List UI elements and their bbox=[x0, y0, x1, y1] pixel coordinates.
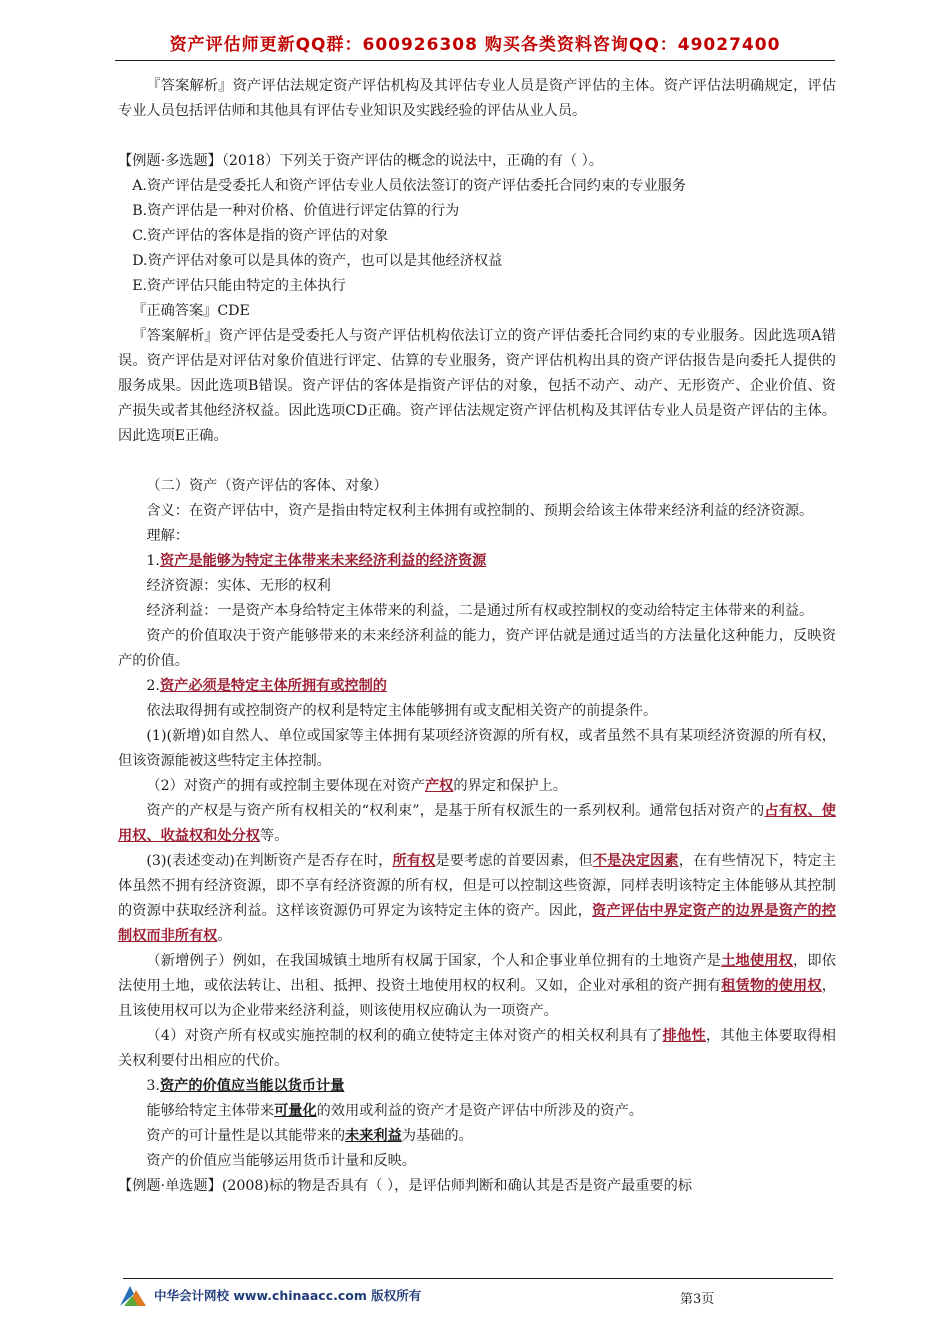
point-1-number: 1. bbox=[146, 553, 160, 569]
item-3-highlight-not-decisive: 不是决定因素 bbox=[592, 853, 679, 869]
answer-analysis-1: 『答案解析』资产评估法规定资产评估机构及其评估专业人员是资产评估的主体。资产评估法明确规定，评估专业人员包括评估师和其他具有评估专业知识及实践经验的评估从业人员。 bbox=[118, 78, 836, 119]
section-title: （二）资产（资产评估的客体、对象） bbox=[146, 478, 388, 494]
measurability-text-c: 为基础的。 bbox=[401, 1128, 473, 1144]
option-a: A.资产评估是受委托人和资产评估专业人员依法签订的资产评估委托合同约束的专业服务 bbox=[132, 178, 687, 194]
page-number: 第3页 bbox=[680, 1292, 715, 1307]
item-3-highlight-ownership: 所有权 bbox=[392, 853, 436, 869]
monetary-measure: 资产的价值应当能够运用货币计量和反映。 bbox=[146, 1153, 416, 1169]
question-2: 【例题·单选题】(2008)标的物是否具有（ ），是评估师判断和确认其是否是资产最重要的标 bbox=[118, 1178, 693, 1194]
item-2-text: （2）对资产的拥有或控制主要体现在对资产 bbox=[146, 778, 425, 794]
example-text-e: ，且该使用权可以为企业带来经济利益，则该使用权应确认为一项资产。 bbox=[118, 978, 836, 1019]
measurability-text-a: 资产的可计量性是以其能带来的 bbox=[146, 1128, 346, 1144]
legal-precondition: 依法取得拥有或控制资产的权利是特定主体能够拥有或支配相关资产的前提条件。 bbox=[146, 703, 658, 719]
point-1 bbox=[118, 549, 836, 574]
option-b: B.资产评估是一种对价格、价值进行评定估算的行为 bbox=[132, 203, 460, 219]
quantifiable-highlight: 可量化 bbox=[274, 1103, 317, 1119]
header-divider bbox=[115, 60, 835, 61]
property-rights-text: 资产的产权是与资产所有权相关的“权利束”，是基于所有权派生的一系列权利。通常包括对资产的 bbox=[146, 803, 765, 819]
point-3-title: 资产的价值应当能以货币计量 bbox=[159, 1078, 345, 1094]
economic-resource: 经济资源：实体、无形的权利 bbox=[146, 578, 331, 594]
item-3-text-e: ，在有些情况下，特定主体虽然不拥有经济资源，即不享有经济资源的所有权，但是可以控制这些资源，同样表明该特定主体能够从其控制的资源中获取经济利益。这样该资源仍可界定为该特定主体的资产。因此， bbox=[118, 853, 836, 919]
quantifiable-text-c: 的效用或利益的资产才是资产评估中所涉及的资产。 bbox=[316, 1103, 643, 1119]
correct-answer: 『正确答案』CDE bbox=[132, 303, 250, 319]
item-4 bbox=[118, 1024, 836, 1074]
understand-label: 理解： bbox=[146, 528, 189, 544]
item-2-text-end: 的界定和保护上。 bbox=[453, 778, 567, 794]
property-rights bbox=[118, 799, 836, 849]
measurability-highlight: 未来利益 bbox=[345, 1128, 402, 1144]
point-2-number: 2. bbox=[146, 678, 160, 694]
point-3 bbox=[118, 1074, 836, 1099]
economic-benefit: 经济利益：一是资产本身给特定主体带来的利益，二是通过所有权或控制权的变动给特定主体带来的利益。 bbox=[146, 603, 814, 619]
point-2-title: 资产必须是特定主体所拥有或控制的 bbox=[159, 678, 387, 694]
item-4-text-a: （4）对资产所有权或实施控制的权利的确立使特定主体对资产的相关权利具有了 bbox=[146, 1028, 663, 1044]
item-3-highlight-boundary: 资产评估中界定资产的边界是资产的控制权而非所有权 bbox=[118, 903, 836, 944]
point-3-number: 3. bbox=[146, 1078, 160, 1094]
item-2 bbox=[118, 774, 836, 799]
footer-logo bbox=[118, 1282, 421, 1308]
footer-divider bbox=[123, 1278, 833, 1279]
option-d: D.资产评估对象可以是具体的资产，也可以是其他经济权益 bbox=[132, 253, 503, 269]
option-c: C.资产评估的客体是指的资产评估的对象 bbox=[132, 228, 389, 244]
item-2-highlight: 产权 bbox=[424, 778, 454, 794]
option-e: E.资产评估只能由特定的主体执行 bbox=[132, 278, 346, 294]
property-rights-end: 等。 bbox=[259, 828, 289, 844]
footer-copyright: 中华会计网校 www.chinaacc.com 版权所有 bbox=[154, 1288, 422, 1303]
point-2 bbox=[118, 674, 836, 699]
value-depends: 资产的价值取决于资产能够带来的未来经济利益的能力，资产评估就是通过适当的方法量化这种能力，反映资产的价值。 bbox=[118, 628, 836, 669]
quantifiable-text-a: 能够给特定主体带来 bbox=[146, 1103, 275, 1119]
answer-analysis-2: 『答案解析』资产评估是受委托人与资产评估机构依法订立的资产评估委托合同约束的专业服务。因此选项A错误。资产评估是对评估对象价值进行评定、估算的专业服务，资产评估机构出具的资产评估报告是向委托人提供的服务成果。因此选项B错误。资产评估的客体是指资产评估的对象，包括不动产、动产、无形资产、企业价值、资产损失或者其他经济权益。因此选项CD正确。资产评估法规定资产评估机构及其评估专业人员是资产评估的主体。因此选项E正确。 bbox=[118, 328, 836, 444]
definition: 含义：在资产评估中，资产是指由特定权利主体拥有或控制的、预期会给该主体带来经济利益的经济资源。 bbox=[146, 503, 814, 519]
page-header: 资产评估师更新QQ群：600926308 购买各类资料咨询QQ：49027400 bbox=[169, 35, 781, 55]
item-3 bbox=[118, 849, 836, 949]
example-text-c: ，即依法使用土地，或依法转让、出租、抵押、投资土地使用权的权利。又如，企业对承租的资产拥有 bbox=[118, 953, 836, 994]
example bbox=[118, 949, 836, 1024]
property-rights-highlight: 占有权、使用权、收益权和处分权 bbox=[118, 803, 836, 844]
logo-icon bbox=[118, 1282, 148, 1308]
item-3-text-a: (3)(表述变动)在判断资产是否存在时， bbox=[146, 853, 393, 869]
document-body bbox=[118, 74, 836, 1199]
measurability bbox=[118, 1124, 836, 1149]
item-3-text-c: 是要考虑的首要因素，但 bbox=[435, 853, 593, 869]
item-4-text-c: ，其他主体要取得相关权利要付出相应的代价。 bbox=[118, 1028, 836, 1069]
item-4-highlight: 排他性 bbox=[662, 1028, 706, 1044]
item-1: (1)(新增)如自然人、单位或国家等主体拥有某项经济资源的所有权，或者虽然不具有某项经济资源的所有权，但该资源能被这些特定主体控制。 bbox=[118, 728, 836, 769]
item-3-text-g: 。 bbox=[217, 928, 232, 944]
quantifiable bbox=[118, 1099, 836, 1124]
example-highlight-lease: 租赁物的使用权 bbox=[721, 978, 822, 994]
point-1-title: 资产是能够为特定主体带来未来经济利益的经济资源 bbox=[159, 553, 487, 569]
example-highlight-land: 土地使用权 bbox=[721, 953, 794, 969]
question-title: 【例题·多选题】（2018）下列关于资产评估的概念的说法中，正确的有（ ）。 bbox=[118, 153, 603, 169]
example-text-a: （新增例子）例如，在我国城镇土地所有权属于国家，个人和企事业单位拥有的土地资产是 bbox=[146, 953, 722, 969]
